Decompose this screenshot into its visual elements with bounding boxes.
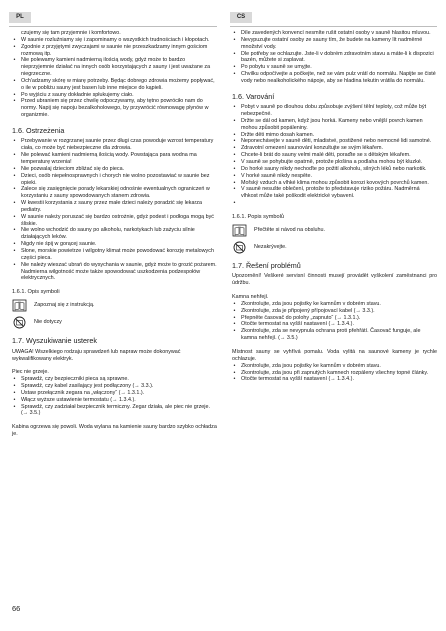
list-item: • Zkontrolujte, zda se nevypnula ochrana proti přehřátí. Časovač funguje, ale kamna nehřejí. (→ 3.5.) bbox=[232, 328, 437, 342]
list-item: • Nie pozwalaj dzieciom zbliżać się do pieca. bbox=[12, 166, 217, 173]
list-item: • W saunie rozluźniamy się i zapominamy o wszystkich trudnościach i kłopotach. bbox=[12, 37, 217, 44]
problem-checklist bbox=[232, 301, 437, 342]
list-item: czujemy się tam przyjemnie i komfortowo. bbox=[21, 30, 121, 36]
section-heading-symbols: 1.6.1. Opis symboli bbox=[12, 289, 60, 296]
list-item: • Nie wolno wchodzić do sauny po alkoholu, narkotykach lub zażyciu silnie działających leków. bbox=[12, 227, 217, 241]
list-item: • Zkontrolujte, zda jsou při zapnutých kamnech rozpáleny všechny topné články. bbox=[232, 370, 437, 377]
list-item: • W kwestii korzystania z sauny przez małe dzieci należy poradzić się lekarza pediatry. bbox=[12, 200, 217, 214]
list-item: • Włącz wyższe ustawienie termostatu (→ 1.3.4.). bbox=[12, 397, 217, 404]
list-item: • Zkontrolujte, zda je připojený přípojovací kabel (→ 3.3.). bbox=[232, 308, 437, 315]
warnings-list bbox=[232, 104, 437, 207]
list-item: • Držte děti mimo dosah kamen. bbox=[232, 132, 437, 139]
book-icon bbox=[232, 224, 247, 237]
section-heading-symbols: 1.6.1. Popis symbolů bbox=[232, 213, 284, 220]
list-item: • Przed ubraniem się przez chwilę odpoczywamy, aby tętno powróciło nam do normy. Napij się napoju bezalkoholowego, by przywrócić równowagę płynów w organizmie. bbox=[12, 98, 217, 119]
list-item: • Zdravotní omezení saunování konzultujte se svým lékařem. bbox=[232, 145, 437, 152]
list-item: • V sauně se pohybujte opatrně, protože plošina a podlaha mohou být kluzké. bbox=[232, 159, 437, 166]
no-cover-icon bbox=[232, 241, 247, 254]
book-icon bbox=[12, 299, 27, 312]
list-item: • Przebywanie w rozgrzanej saunie przez długi czas powoduje wzrost temperatury ciała, co może być niebezpieczne dla zdrowia. bbox=[12, 138, 217, 152]
list-item: • Sprawdź, czy bezpieczniki pieca są sprawne. bbox=[12, 376, 217, 383]
list-item: • Nie polewać kamieni nadmierną ilością wody. Powstająca para wodna ma temperaturę wrzenia! bbox=[12, 152, 217, 166]
list-item: • Dle potřeby se ochlazujte. Jste-li v dobrém zdravotním stavu a máte-li k dispozici bazén, můžete si zaplavat. bbox=[232, 51, 437, 65]
list-item: • Zkontrolujte, zda jsou pojistky ke kamnům v dobrém stavu. bbox=[232, 301, 437, 308]
list-item: • Chvilku odpočívejte a počkejte, než se vám pulz vrátí do normálu. Napijte se čisté vody nebo nealkoholického nápoje, aby se hladina tekutin vrátila do normálu. bbox=[232, 71, 437, 85]
troubleshooting-intro: Upozornění! Veškeré servisní činnosti musejí provádět vyškolení zaměstnanci pro údržbu. bbox=[232, 273, 437, 287]
list-item bbox=[232, 200, 437, 207]
section-heading-troubleshooting: 1.7. Řešení problémů bbox=[232, 260, 301, 270]
symbol-row bbox=[232, 241, 437, 254]
problem-checklist bbox=[232, 363, 437, 384]
symbol-description: Přečtěte si návod na obsluhu. bbox=[254, 226, 326, 233]
section-heading-warnings: 1.6. Varování bbox=[232, 91, 275, 101]
problem-checklist bbox=[12, 376, 217, 417]
list-item: • Díle zavedených konvencí nesmíte rušit ostatní osoby v sauně hlasitou mluvou. bbox=[232, 30, 437, 37]
warnings-list bbox=[12, 138, 217, 282]
list-item: • Nie należy wieszać ubrań do wysychania w saunie, gdyż może to grozić pożarem. Nadmierna wilgotność może także spowodować uszkodzenia podzespołów elektrycznych. bbox=[12, 262, 217, 283]
list-item: • Słone, morskie powietrze i wilgotny klimat może powodować korozję metalowych części pieca. bbox=[12, 248, 217, 262]
list-item: • V horké sauně nikdy nespěte. bbox=[232, 173, 437, 180]
list-item: • Nevypuzujte ostatní osoby ze sauny tím, že budete na kameny lít nadměrné množství vody. bbox=[232, 37, 437, 51]
symbol-description: Nezakrývejte. bbox=[254, 243, 287, 250]
no-cover-icon bbox=[12, 316, 27, 329]
list-item: • Nigdy nie śpij w gorącej saunie. bbox=[12, 241, 217, 248]
list-item: • Zgodnie z przyjętymi zwyczajami w saunie nie przeszkadzamy innym gościom rozmową itp. bbox=[12, 44, 217, 58]
symbol-row bbox=[12, 316, 217, 329]
list-item: • Och'adzamy skórę w miarę potrzeby. Będąc dobrego zdrowia możemy popływać, o ile w pobliżu sauny jest basen lub inne miejsce do kąpieli. bbox=[12, 78, 217, 92]
language-tab-cs: CS bbox=[230, 12, 252, 23]
column-polish bbox=[12, 30, 217, 438]
problem-heading: Piec nie grzeje. bbox=[12, 369, 49, 376]
problem-heading: Kamna nehřejí. bbox=[232, 294, 269, 301]
list-item: • Držte se dál od kamen, když jsou horká. Kameny nebo vnější povrch kamen mohou způsobit popáleniny. bbox=[232, 118, 437, 132]
symbol-row bbox=[12, 299, 217, 312]
list-item: • Sprawdź, czy zadziałał bezpiecznik termiczny. Zegar działa, ale piec nie grzeje. (→ 3.5.) bbox=[12, 404, 217, 418]
language-tab-pl: PL bbox=[9, 12, 31, 23]
list-item: • Zalece się zasięgnięcie porady lekarskiej odnośnie ewentualnych ograniczeń w korzystaniu z sauny spowodowanych stanem zdrowia. bbox=[12, 186, 217, 200]
list-item: • Chcete-li brát do sauny velmi malé děti, poraďte se s dětským lékařem. bbox=[232, 152, 437, 159]
list-item: • Nie polewamy kamieni nadmierną ilością wody, gdyż może to bardzo nieprzyjemnie działać na innych osób korzystających z sauny i jest uważane za niegrzeczne. bbox=[12, 57, 217, 78]
troubleshooting-intro: UWAGA! Wszelkiego rodzaju sprawdzeń lub napraw może dokonywać wykwalifikowany elektryk. bbox=[12, 348, 181, 362]
header-rule-right bbox=[230, 26, 437, 27]
column-czech bbox=[232, 30, 437, 383]
list-item: • Otočte termostat na vyšší nastavení (→ 1.3.4.). bbox=[232, 376, 437, 383]
list-item: • Neponechávejte v sauně děti, mladistvé, postižené nebo nemocné lidi samotné. bbox=[232, 138, 437, 145]
header-rule-left bbox=[9, 26, 217, 27]
list-item: • V sauně nesušte oblečení, protože to představuje riziko požáru. Nadměrná vlhkost může také poškodit elektrické vybavení. bbox=[232, 186, 437, 200]
sauna-etiquette-list bbox=[232, 30, 437, 85]
symbol-description: Zapoznaj się z instrukcją. bbox=[34, 302, 95, 309]
list-item: • W saunie należy poruszać się bardzo ostrożnie, gdyż podest i podłoga mogą być śliskie. bbox=[12, 214, 217, 228]
list-item: • Dzieci, osób niepełnosprawnych i chorych nie wolno pozostawiać w saunie bez opieki. bbox=[12, 173, 217, 187]
section-heading-troubleshooting: 1.7. Wyszukiwanie usterek bbox=[12, 336, 98, 346]
sauna-etiquette-list bbox=[12, 30, 217, 119]
problem-description: Kabina ogrzewa się powoli. Woda wylana na kamienie sauny bardzo szybko ochładza je. bbox=[12, 424, 217, 438]
list-item: • Po pobytu v sauně se umyjte. bbox=[232, 64, 437, 71]
list-item: • Mořský vzduch a vlhké klima mohou způsobit korozi kovových povrchů kamen. bbox=[232, 180, 437, 187]
list-item: • Ustaw przełącznik zegara na „włączony“ (→ 1.3.1.). bbox=[12, 390, 217, 397]
list-item: • Po wyjściu z sauny dokładnie spłukujemy ciało. bbox=[12, 92, 217, 99]
list-item: • Sprawdź, czy kabel zasilający jest podłączony (→ 3.3.). bbox=[12, 383, 217, 390]
symbol-description: Nie dotyczy bbox=[34, 319, 62, 326]
list-item: • Zkontrolujte, zda jsou pojistky ke kamnům v dobrém stavu. bbox=[232, 363, 437, 370]
section-heading-warnings: 1.6. Ostrzeżenia bbox=[12, 125, 65, 135]
list-item: • Do horké sauny nikdy nechoďte po požití alkoholu, silných léků nebo narkotik. bbox=[232, 166, 437, 173]
list-item: • Pobyt v sauně po dlouhou dobu způsobuje zvýšení tělní teploty, což může být nebezpečné. bbox=[232, 104, 437, 118]
list-item: • Přepněte časovač do polohy „zapnuto“ (→ 1.3.1.). bbox=[232, 315, 437, 322]
symbol-row bbox=[232, 224, 437, 237]
problem-description: Místnost sauny se vyhřívá pomalu. Voda vylitá na saunové kameny je rychle ochlazuje. bbox=[232, 349, 437, 362]
list-item: • Otočte termostat na vyšší nastavení (→ 1.3.4.). bbox=[232, 321, 437, 328]
page-number: 66 bbox=[12, 604, 21, 613]
